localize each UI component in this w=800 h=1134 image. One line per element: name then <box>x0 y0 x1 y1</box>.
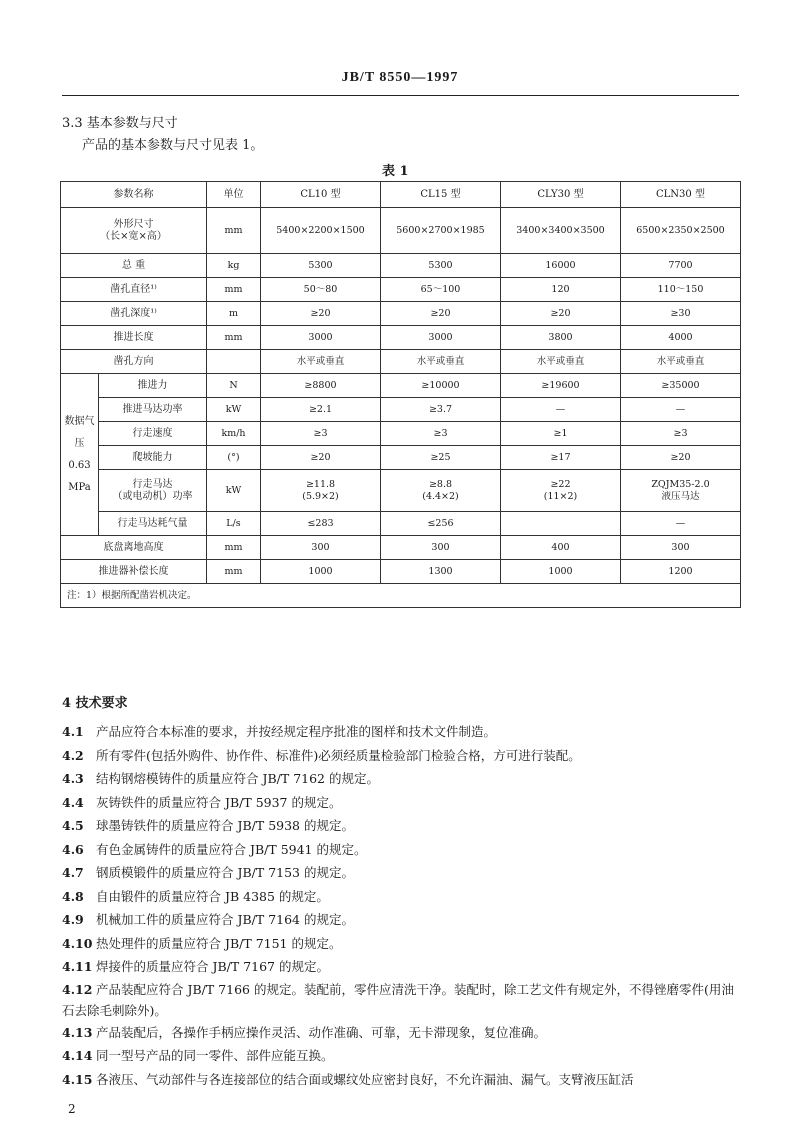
row-label-cell: 推进力 <box>99 374 207 398</box>
table-row <box>61 470 741 512</box>
requirement-text: 自由锻件的质量应符合 JB 4385 的规定。 <box>96 888 329 904</box>
row-value-cell: ≥20 <box>261 302 381 326</box>
row-unit-cell: N <box>207 374 261 398</box>
row-value-cell: ≥20 <box>381 302 501 326</box>
row-value-cell: ≥1 <box>501 422 621 446</box>
requirement-item <box>62 861 742 885</box>
header-model-cell: CL10 型 <box>261 182 381 208</box>
row-value-cell: 水平或垂直 <box>381 350 501 374</box>
requirement-number: 4.13 <box>62 1024 93 1040</box>
row-value-cell: ≥2.1 <box>261 398 381 422</box>
requirement-number: 4.8 <box>62 888 84 904</box>
row-unit-cell: L/s <box>207 512 261 536</box>
row-unit-cell: mm <box>207 326 261 350</box>
row-unit-cell: m <box>207 302 261 326</box>
row-label-cell: 凿孔深度¹⁾ <box>61 302 207 326</box>
row-label-cell: 凿孔直径¹⁾ <box>61 278 207 302</box>
row-unit-cell: (°) <box>207 446 261 470</box>
row-value-cell: 3000 <box>261 326 381 350</box>
row-value-cell: ≤256 <box>381 512 501 536</box>
row-value-cell: ≥22 (11×2) <box>501 470 621 512</box>
requirement-text: 结构钢熔模铸件的质量应符合 JB/T 7162 的规定。 <box>96 771 379 786</box>
table-row <box>61 512 741 536</box>
row-value-cell: 16000 <box>501 254 621 278</box>
requirement-text: 钢质模锻件的质量应符合 JB/T 7153 的规定。 <box>96 865 354 880</box>
row-value-cell: 65～100 <box>381 278 501 302</box>
section-4-title: 4 技术要求 <box>62 696 128 711</box>
requirement-item <box>62 1044 742 1068</box>
row-value-cell <box>501 512 621 536</box>
requirement-number: 4.12 <box>62 981 93 997</box>
requirement-number: 4.11 <box>62 959 93 974</box>
table-header-row <box>61 182 741 208</box>
table-row <box>61 278 741 302</box>
header-rule <box>62 95 739 96</box>
row-label-cell: 推进器补偿长度 <box>61 560 207 584</box>
header-model-cell: CLY30 型 <box>501 182 621 208</box>
requirement-number: 4.9 <box>62 912 84 927</box>
row-value-cell: ≥11.8 (5.9×2) <box>261 470 381 512</box>
requirement-number: 4.15 <box>62 1071 93 1087</box>
table-row <box>61 374 741 398</box>
requirement-text: 球墨铸铁件的质量应符合 JB/T 5938 的规定。 <box>96 818 354 833</box>
requirement-item <box>62 1068 742 1092</box>
row-label-cell: 行走马达耗气量 <box>99 512 207 536</box>
row-value-cell: ≥8800 <box>261 374 381 398</box>
table-row <box>61 208 741 254</box>
row-unit-cell: kW <box>207 470 261 512</box>
row-value-cell: 3800 <box>501 326 621 350</box>
requirement-text: 热处理件的质量应符合 JB/T 7151 的规定。 <box>96 935 342 951</box>
table-row <box>61 422 741 446</box>
row-label-cell: 爬坡能力 <box>99 446 207 470</box>
row-label-cell: 外形尺寸 （长×宽×高） <box>61 208 207 254</box>
row-value-cell: 300 <box>621 536 741 560</box>
row-value-cell: ≤283 <box>261 512 381 536</box>
row-value-cell: ≥19600 <box>501 374 621 398</box>
row-value-cell: — <box>621 512 741 536</box>
row-value-cell: ≥20 <box>261 446 381 470</box>
row-value-cell: 5400×2200×1500 <box>261 208 381 254</box>
requirement-item <box>62 1021 742 1045</box>
row-value-cell: ≥8.8 (4.4×2) <box>381 470 501 512</box>
row-value-cell: 3400×3400×3500 <box>501 208 621 254</box>
row-unit-cell: kg <box>207 254 261 278</box>
requirement-text: 产品装配后，各操作手柄应操作灵活、动作准确、可靠，无卡滞现象，复位准确。 <box>96 1024 547 1040</box>
requirement-item <box>62 838 742 862</box>
row-value-cell: 5300 <box>381 254 501 278</box>
row-value-cell: 水平或垂直 <box>501 350 621 374</box>
requirement-item <box>62 791 742 815</box>
requirement-number: 4.4 <box>62 794 84 810</box>
parameter-table <box>60 181 741 608</box>
row-value-cell: 110～150 <box>621 278 741 302</box>
requirement-number: 4.1 <box>62 724 84 739</box>
row-value-cell: 7700 <box>621 254 741 278</box>
header-param-cell: 参数名称 <box>61 182 207 208</box>
row-value-cell: 1000 <box>501 560 621 584</box>
row-unit-cell: mm <box>207 278 261 302</box>
header-model-cell: CL15 型 <box>381 182 501 208</box>
section-3-3-intro: 产品的基本参数与尺寸见表 1。 <box>82 138 264 153</box>
row-unit-cell: kW <box>207 398 261 422</box>
table-note-row <box>61 584 741 608</box>
row-value-cell: 1200 <box>621 560 741 584</box>
row-value-cell: 300 <box>381 536 501 560</box>
row-unit-cell <box>207 350 261 374</box>
document-header: JB/T 8550—1997 <box>341 70 459 85</box>
table-row <box>61 350 741 374</box>
requirement-item <box>62 720 742 744</box>
row-label-cell: 推进马达功率 <box>99 398 207 422</box>
row-value-cell: ≥3.7 <box>381 398 501 422</box>
requirement-text: 灰铸铁件的质量应符合 JB/T 5937 的规定。 <box>96 794 342 810</box>
table-row <box>61 398 741 422</box>
row-unit-cell: mm <box>207 208 261 254</box>
requirement-item <box>62 908 742 932</box>
requirement-item <box>62 979 742 1021</box>
row-value-cell: 水平或垂直 <box>261 350 381 374</box>
requirement-text: 产品应符合本标准的要求，并按经规定程序批准的图样和技术文件制造。 <box>96 724 497 739</box>
row-value-cell: 4000 <box>621 326 741 350</box>
row-value-cell: ≥10000 <box>381 374 501 398</box>
row-label-cell: 行走马达 （或电动机）功率 <box>99 470 207 512</box>
row-value-cell: ≥3 <box>621 422 741 446</box>
section-3-3-title: 3.3 基本参数与尺寸 <box>62 116 178 131</box>
row-value-cell: 5300 <box>261 254 381 278</box>
row-unit-cell: mm <box>207 536 261 560</box>
requirement-text: 同一型号产品的同一零件、部件应能互换。 <box>96 1048 334 1063</box>
requirement-number: 4.5 <box>62 818 84 833</box>
row-label-cell: 行走速度 <box>99 422 207 446</box>
requirement-number: 4.2 <box>62 747 84 763</box>
row-value-cell: ≥3 <box>261 422 381 446</box>
row-value-cell: ≥20 <box>621 446 741 470</box>
requirement-text: 焊接件的质量应符合 JB/T 7167 的规定。 <box>96 959 329 974</box>
row-value-cell: 50～80 <box>261 278 381 302</box>
table-row <box>61 446 741 470</box>
table-row <box>61 254 741 278</box>
table-row <box>61 302 741 326</box>
row-value-cell: 400 <box>501 536 621 560</box>
row-value-cell: ≥35000 <box>621 374 741 398</box>
row-label-cell: 总 重 <box>61 254 207 278</box>
requirement-text: 机械加工件的质量应符合 JB/T 7164 的规定。 <box>96 912 354 927</box>
requirement-item <box>62 955 742 979</box>
row-label-cell: 推进长度 <box>61 326 207 350</box>
requirements-list <box>62 720 742 1091</box>
table-note: 注：1）根据所配凿岩机决定。 <box>61 584 741 608</box>
row-value-cell: ≥3 <box>381 422 501 446</box>
requirement-number: 4.3 <box>62 771 84 786</box>
row-value-cell: — <box>621 398 741 422</box>
pressure-side-label: 数据气压 0.63 MPa <box>61 374 99 536</box>
table-row <box>61 326 741 350</box>
row-unit-cell: km/h <box>207 422 261 446</box>
row-value-cell: ZQJM35-2.0 液压马达 <box>621 470 741 512</box>
table-caption: 表 1 <box>382 164 409 179</box>
requirement-number: 4.14 <box>62 1048 93 1063</box>
table-row <box>61 536 741 560</box>
table-row <box>61 560 741 584</box>
row-value-cell: 300 <box>261 536 381 560</box>
requirement-number: 4.10 <box>62 935 93 951</box>
requirement-number: 4.7 <box>62 865 84 880</box>
header-unit-cell: 单位 <box>207 182 261 208</box>
row-label-cell: 凿孔方向 <box>61 350 207 374</box>
requirement-text: 有色金属铸件的质量应符合 JB/T 5941 的规定。 <box>96 841 367 857</box>
row-unit-cell: mm <box>207 560 261 584</box>
requirement-item <box>62 932 742 956</box>
row-value-cell: 水平或垂直 <box>621 350 741 374</box>
row-value-cell: 5600×2700×1985 <box>381 208 501 254</box>
row-value-cell: ≥17 <box>501 446 621 470</box>
row-label-cell: 底盘离地高度 <box>61 536 207 560</box>
row-value-cell: ≥25 <box>381 446 501 470</box>
requirement-text: 各液压、气动部件与各连接部位的结合面或螺纹处应密封良好，不允许漏油、漏气。支臂液压缸活 <box>96 1071 634 1087</box>
requirement-text: 产品装配应符合 JB/T 7166 的规定。装配前，零件应清洗干净。装配时，除工艺文件有规定外，不得锉磨零件(用油石去除毛刺除外)。 <box>62 981 734 1018</box>
requirement-item <box>62 814 742 838</box>
row-value-cell: 120 <box>501 278 621 302</box>
requirement-item <box>62 767 742 791</box>
requirement-text: 所有零件(包括外购件、协作件、标准件)必须经质量检验部门检验合格，方可进行装配。 <box>96 747 581 763</box>
page-number: 2 <box>68 1102 76 1116</box>
header-model-cell: CLN30 型 <box>621 182 741 208</box>
row-value-cell: — <box>501 398 621 422</box>
row-value-cell: 6500×2350×2500 <box>621 208 741 254</box>
requirement-item <box>62 885 742 909</box>
requirement-number: 4.6 <box>62 841 84 857</box>
row-value-cell: 1300 <box>381 560 501 584</box>
requirement-item <box>62 744 742 768</box>
row-value-cell: ≥30 <box>621 302 741 326</box>
row-value-cell: 1000 <box>261 560 381 584</box>
row-value-cell: ≥20 <box>501 302 621 326</box>
row-value-cell: 3000 <box>381 326 501 350</box>
